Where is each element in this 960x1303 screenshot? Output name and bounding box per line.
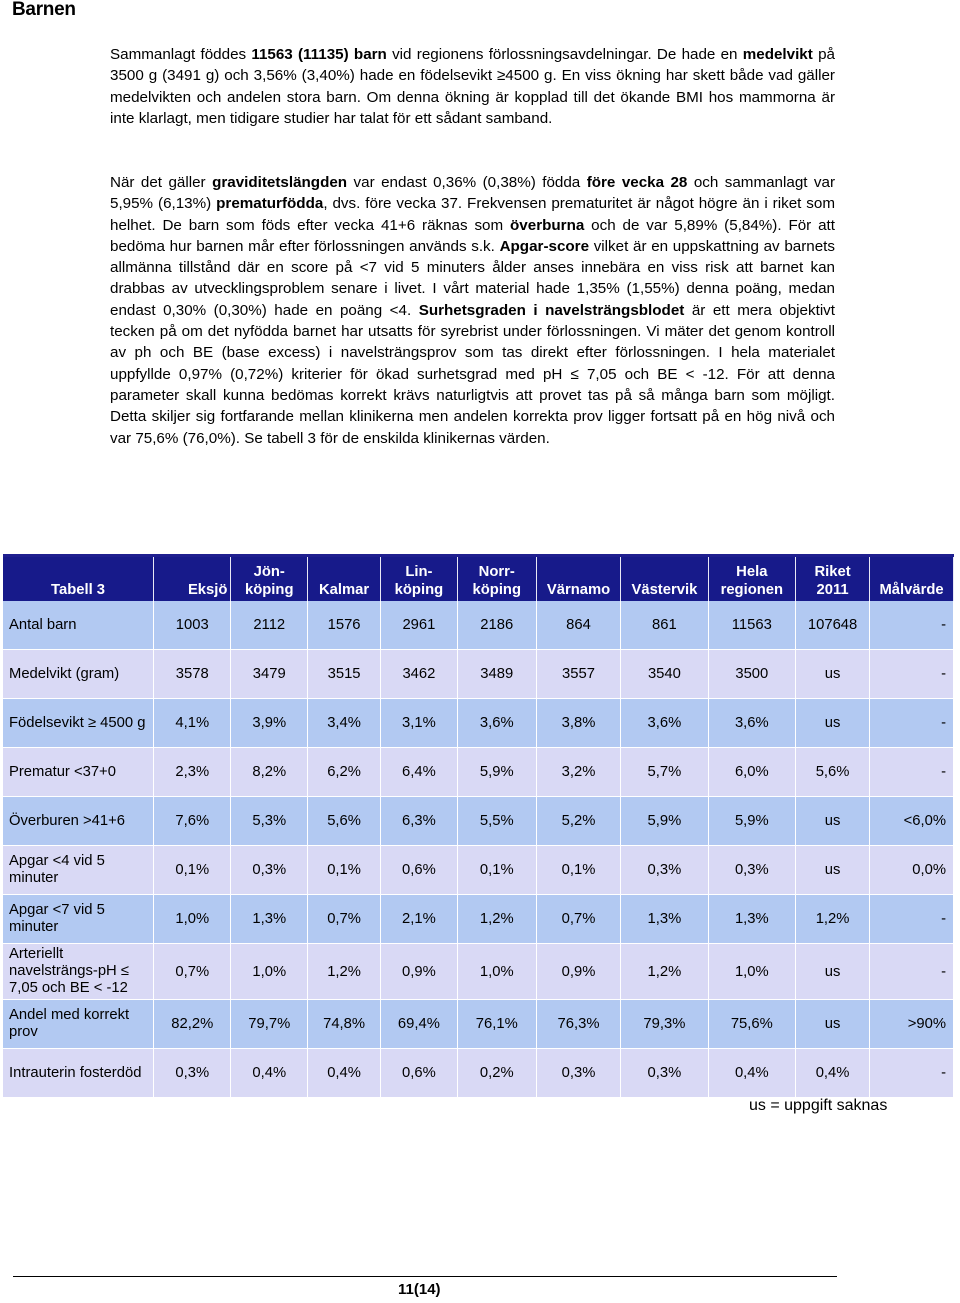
table-cell: 75,6% <box>709 1000 796 1049</box>
table-cell: - <box>870 650 954 699</box>
table-cell: 76,3% <box>537 1000 621 1049</box>
row-label: Prematur <37+0 <box>3 748 154 797</box>
table-cell: 8,2% <box>231 748 308 797</box>
column-header-line2: köping <box>394 582 444 598</box>
row-label: Intrauterin fosterdöd <box>3 1049 154 1098</box>
column-header-line2: Eksjö <box>187 582 228 598</box>
table-cell: 0,1% <box>308 846 381 895</box>
table-cell: 3489 <box>458 650 537 699</box>
column-header <box>308 557 381 601</box>
column-header <box>621 557 708 601</box>
column-header <box>709 557 796 601</box>
table-cell: 3515 <box>308 650 381 699</box>
emphasis-text: Apgar-score <box>499 237 590 255</box>
table-cell: - <box>870 748 954 797</box>
body-text-run: är ett mera objektivt tecken på om det nyfödda barnet har utsatts för syrebrist under förlossningen. Vi mäter det genom kontroll av ph och BE (base excess) i navelsträngsprov som tas direkt efter förlossningen. I hela materialet uppfyllde 0,97% (0,72%) kriterier för ökad surhetsgrad med pH ≤ 7,05 och BE < -12. För att denna parameter skall kunna bedömas korrekt krävs naturligtvis att provet tas på så många barn som möjligt. Detta skiljer sig fortfarande mellan klinikerna men andelen korrekta prov ligger fortsatt på en hög nivå och var 75,6% (76,0%). Se tabell 3 för de enskilda klinikernas värden. <box>110 301 836 447</box>
table-cell: 3500 <box>709 650 796 699</box>
table-cell: 6,3% <box>381 797 458 846</box>
table-cell: 82,2% <box>154 1000 231 1049</box>
column-header <box>537 557 621 601</box>
emphasis-text: Surhetsgraden i navelsträngsblodet <box>418 301 685 319</box>
table-cell: 2186 <box>458 601 537 650</box>
table-cell: 2112 <box>231 601 308 650</box>
table-cell: us <box>796 846 870 895</box>
table-cell: 3,6% <box>621 699 708 748</box>
table-header-row <box>3 557 954 601</box>
table-cell: 2,3% <box>154 748 231 797</box>
table-cell: 5,2% <box>537 797 621 846</box>
table-cell: 1,3% <box>709 895 796 944</box>
table-cell: 74,8% <box>308 1000 381 1049</box>
table-cell: us <box>796 699 870 748</box>
table-row <box>3 699 954 748</box>
table-cell: 0,1% <box>154 846 231 895</box>
table-cell: 0,7% <box>537 895 621 944</box>
table-cell: 107648 <box>796 601 870 650</box>
emphasis-text: medelvikt <box>742 46 813 63</box>
page-number: 11(14) <box>398 1281 441 1298</box>
table-cell: 79,3% <box>621 1000 708 1049</box>
body-text-run: vid regionens förlossningsavdelningar. De hade en <box>386 46 743 63</box>
table-row <box>3 846 954 895</box>
table-cell: us <box>796 797 870 846</box>
column-header-line2: Målvärde <box>879 582 944 598</box>
table-cell: 1,0% <box>154 895 231 944</box>
table-cell: 3,4% <box>308 699 381 748</box>
column-header-line2: köping <box>245 582 294 598</box>
table-cell: 3540 <box>621 650 708 699</box>
table-cell: 1,3% <box>231 895 308 944</box>
table-cell: - <box>870 601 954 650</box>
column-header-line2: Västervik <box>631 582 698 598</box>
column-header-line1: Norr- <box>478 564 515 580</box>
column-header-line2: köping <box>472 582 522 598</box>
table-cell: 3,1% <box>381 699 458 748</box>
table-cell: 1576 <box>308 601 381 650</box>
column-header-line1: Lin- <box>405 564 433 580</box>
table-cell: 4,1% <box>154 699 231 748</box>
body-text-run: Sammanlagt föddes <box>110 46 252 63</box>
table-cell: 5,7% <box>621 748 708 797</box>
body-text-run: vilket är en uppskattning av barnets allmänna tillstånd där en score på <7 vid 5 minuters ålder anses innebära en viss risk att barnet kan drabbas av utvecklingsproblem senare i livet. I vårt material hade 1,35% (1,55%) denna poäng, medan endast 0,30% (0,30%) hade en poäng <4. <box>110 237 835 319</box>
table-row <box>3 650 954 699</box>
table-cell: 0,3% <box>621 846 708 895</box>
body-text-run: , dvs. före vecka 37. Frekvensen prematuritet är något högre än i riket som helhet. De barn som föds efter vecka 41+6 räknas som <box>110 195 835 234</box>
table-cell: 1,2% <box>796 895 870 944</box>
body-text-run: var endast 0,36% (0,38%) födda <box>347 174 587 191</box>
table-cell: 1,3% <box>621 895 708 944</box>
column-header-line2: 2011 <box>816 582 849 598</box>
column-header-line1: Hela <box>736 564 768 580</box>
column-header-line1 <box>157 563 227 581</box>
column-header-line2: Kalmar <box>318 582 370 598</box>
table-cell: 5,9% <box>709 797 796 846</box>
table-cell: 3,2% <box>537 748 621 797</box>
table-row <box>3 601 954 650</box>
table-cell: 864 <box>537 601 621 650</box>
column-header <box>154 557 231 601</box>
table-cell: 69,4% <box>381 1000 458 1049</box>
column-header <box>870 557 954 601</box>
body-text-run: och de var 5,89% (5,84%). För att bedöma hur barnen mår efter förlossningen används s.k. <box>110 216 835 255</box>
table-cell: 0,2% <box>458 1049 537 1098</box>
table-cell: - <box>870 1049 954 1098</box>
table-cell: 79,7% <box>231 1000 308 1049</box>
table-cell: 0,6% <box>381 846 458 895</box>
table-cell: 1003 <box>154 601 231 650</box>
row-label: Andel med korrekt prov <box>3 1000 154 1049</box>
table-cell: 0,3% <box>621 1049 708 1098</box>
emphasis-text: 11563 (11135) barn <box>251 46 387 63</box>
column-header <box>796 557 870 601</box>
table-cell: 1,2% <box>308 944 381 1000</box>
table-footnote: us = uppgift saknas <box>749 1097 888 1114</box>
row-label: Apgar <7 vid 5 minuter <box>3 895 154 944</box>
table-cell: 0,1% <box>458 846 537 895</box>
table-cell: 0,4% <box>796 1049 870 1098</box>
table-cell: 3557 <box>537 650 621 699</box>
table-cell: 5,9% <box>458 748 537 797</box>
column-header-line1: Riket <box>814 564 851 580</box>
row-label: Antal barn <box>3 601 154 650</box>
table-cell: - <box>870 944 954 1000</box>
body-text-run: på 3500 g (3491 g) och 3,56% (3,40%) hade en födelsevikt ≥4500 g. En viss ökning har skett både vad gäller medelvikten och andelen stora barn. Om denna ökning är kopplad till det ökande BMI hos mammorna är inte klarlagt, men tidigare studier har talat för ett sådant samband. <box>110 46 835 127</box>
table-cell: 5,5% <box>458 797 537 846</box>
table-cell: 1,0% <box>231 944 308 1000</box>
column-header-line1 <box>624 563 704 581</box>
table-cell: 5,3% <box>231 797 308 846</box>
table-cell: 861 <box>621 601 708 650</box>
table-cell: 0,4% <box>709 1049 796 1098</box>
emphasis-text: graviditetslängden <box>212 174 348 191</box>
table-cell: 5,6% <box>308 797 381 846</box>
table-cell: 0,9% <box>537 944 621 1000</box>
table-cell: 3,8% <box>537 699 621 748</box>
table-row <box>3 1000 954 1049</box>
table-cell: 1,0% <box>458 944 537 1000</box>
column-header <box>3 557 154 601</box>
table-cell: 0,6% <box>381 1049 458 1098</box>
column-header <box>381 557 458 601</box>
column-header <box>231 557 308 601</box>
table-cell: us <box>796 1000 870 1049</box>
table-cell: 5,9% <box>621 797 708 846</box>
table-cell: 1,0% <box>709 944 796 1000</box>
table-cell: 1,2% <box>621 944 708 1000</box>
table-cell: 0,7% <box>308 895 381 944</box>
table-cell: 6,2% <box>308 748 381 797</box>
table-cell: 2961 <box>381 601 458 650</box>
table-cell: 0,0% <box>870 846 954 895</box>
row-label: Apgar <4 vid 5 minuter <box>3 846 154 895</box>
table-cell: 7,6% <box>154 797 231 846</box>
emphasis-text: överburna <box>510 216 585 234</box>
table-cell: 76,1% <box>458 1000 537 1049</box>
table-cell: >90% <box>870 1000 954 1049</box>
table-row <box>3 748 954 797</box>
column-header-line1 <box>311 563 377 581</box>
table-cell: 0,4% <box>231 1049 308 1098</box>
table-cell: 6,4% <box>381 748 458 797</box>
column-header <box>458 557 537 601</box>
column-header-line1 <box>873 563 950 581</box>
table-row <box>3 944 954 1000</box>
row-label: Medelvikt (gram) <box>3 650 154 699</box>
table-cell: 2,1% <box>381 895 458 944</box>
table-cell: 3,6% <box>458 699 537 748</box>
column-header-line2: regionen <box>720 582 784 598</box>
table-3 <box>3 554 954 1098</box>
table-cell: 0,1% <box>537 846 621 895</box>
table-row <box>3 895 954 944</box>
paragraph-birth-weight <box>110 44 835 129</box>
table-row <box>3 1049 954 1098</box>
body-text-run: När det gäller <box>110 174 213 191</box>
row-label: Födelsevikt ≥ 4500 g <box>3 699 154 748</box>
column-header-line1 <box>6 563 150 581</box>
table-row <box>3 797 954 846</box>
row-label: Arteriellt navelsträngs-pH ≤ 7,05 och BE < -12 <box>3 944 154 1000</box>
emphasis-text: före vecka 28 <box>586 174 688 191</box>
table-cell: 6,0% <box>709 748 796 797</box>
row-label: Överburen >41+6 <box>3 797 154 846</box>
table-cell: 0,3% <box>231 846 308 895</box>
emphasis-text: prematurfödda <box>216 195 324 213</box>
table-cell: 11563 <box>709 601 796 650</box>
table-cell: 0,9% <box>381 944 458 1000</box>
table-cell: 1,2% <box>458 895 537 944</box>
column-header-line2: Värnamo <box>546 582 611 598</box>
table-cell: 3479 <box>231 650 308 699</box>
table-cell: - <box>870 699 954 748</box>
column-header-line1: Jön- <box>253 564 285 580</box>
table-cell: 3,6% <box>709 699 796 748</box>
table-cell: 3,9% <box>231 699 308 748</box>
table-cell: 5,6% <box>796 748 870 797</box>
table-cell: 0,4% <box>308 1049 381 1098</box>
body-text-run: och sammanlagt var 5,95% (6,13%) <box>110 174 836 213</box>
footer-rule <box>13 1276 837 1277</box>
table-cell: 0,3% <box>154 1049 231 1098</box>
table-cell: 0,3% <box>537 1049 621 1098</box>
table-cell: <6,0% <box>870 797 954 846</box>
table-cell: us <box>796 944 870 1000</box>
paragraph-gestation <box>110 172 835 449</box>
table-cell: 0,7% <box>154 944 231 1000</box>
table-cell: 3578 <box>154 650 231 699</box>
column-header-line2: Tabell 3 <box>51 582 106 598</box>
table-cell: - <box>870 895 954 944</box>
column-header-line1 <box>540 563 617 581</box>
table-cell: us <box>796 650 870 699</box>
table-cell: 3462 <box>381 650 458 699</box>
table-cell: 0,3% <box>709 846 796 895</box>
section-title: Barnen <box>12 0 76 20</box>
